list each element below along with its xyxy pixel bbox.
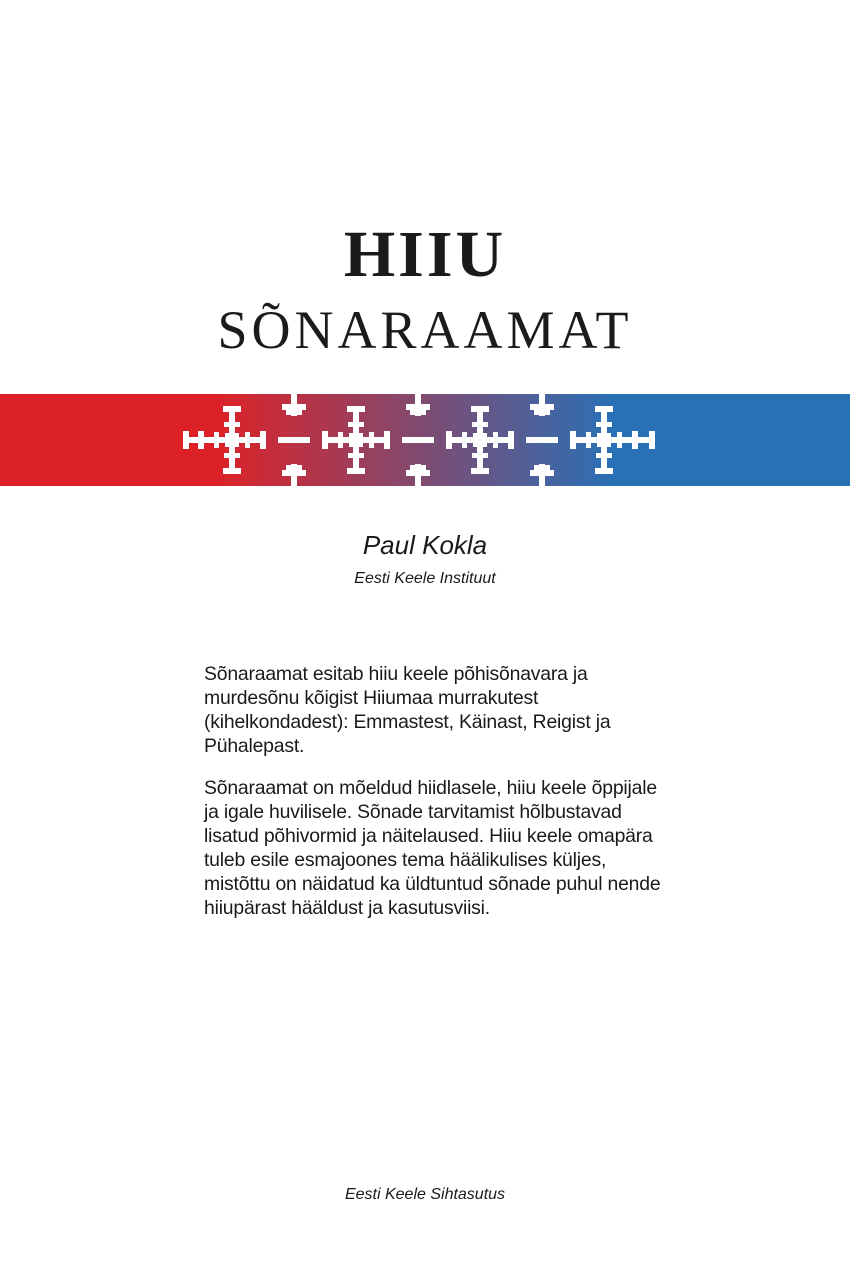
ornament-band xyxy=(0,394,850,486)
description-paragraph-2: Sõnaraamat on mõeldud hiidlasele, hiiu keele õppijale ja igale huvilisele. Sõnade tarvitamist hõlbustavad lisatud põhivormid ja näitelaused. Hiiu keele omapära tuleb esile esmajoones tema häälikulises küljes, mistõttu on näidatud ka üldtuntud sõnade puhul nende hiiupärast hääldust ja kasutusviisi. xyxy=(204,777,661,919)
description xyxy=(204,662,664,938)
title-line-1: HIIU xyxy=(343,218,507,291)
connector-5 xyxy=(620,437,652,443)
connector-2 xyxy=(278,437,310,443)
description-paragraph-1: Sõnaraamat esitab hiiu keele põhisõnavara ja murdesõnu kõigist Hiiumaa murrakutest (kihelkondadest): Emmastest, Käinast, Reigist ja Pühalepast. xyxy=(204,663,611,757)
institution-name: Eesti Keele Instituut xyxy=(354,570,496,587)
connector-3 xyxy=(402,437,434,443)
edge-cap-2 xyxy=(649,431,655,449)
title-line-2: SÕNARAAMAT xyxy=(217,300,633,360)
edge-cap-1 xyxy=(183,431,189,449)
publisher-name: Eesti Keele Sihtasutus xyxy=(344,1186,506,1203)
connector-4 xyxy=(526,437,558,443)
author-name: Paul Kokla xyxy=(362,530,488,560)
